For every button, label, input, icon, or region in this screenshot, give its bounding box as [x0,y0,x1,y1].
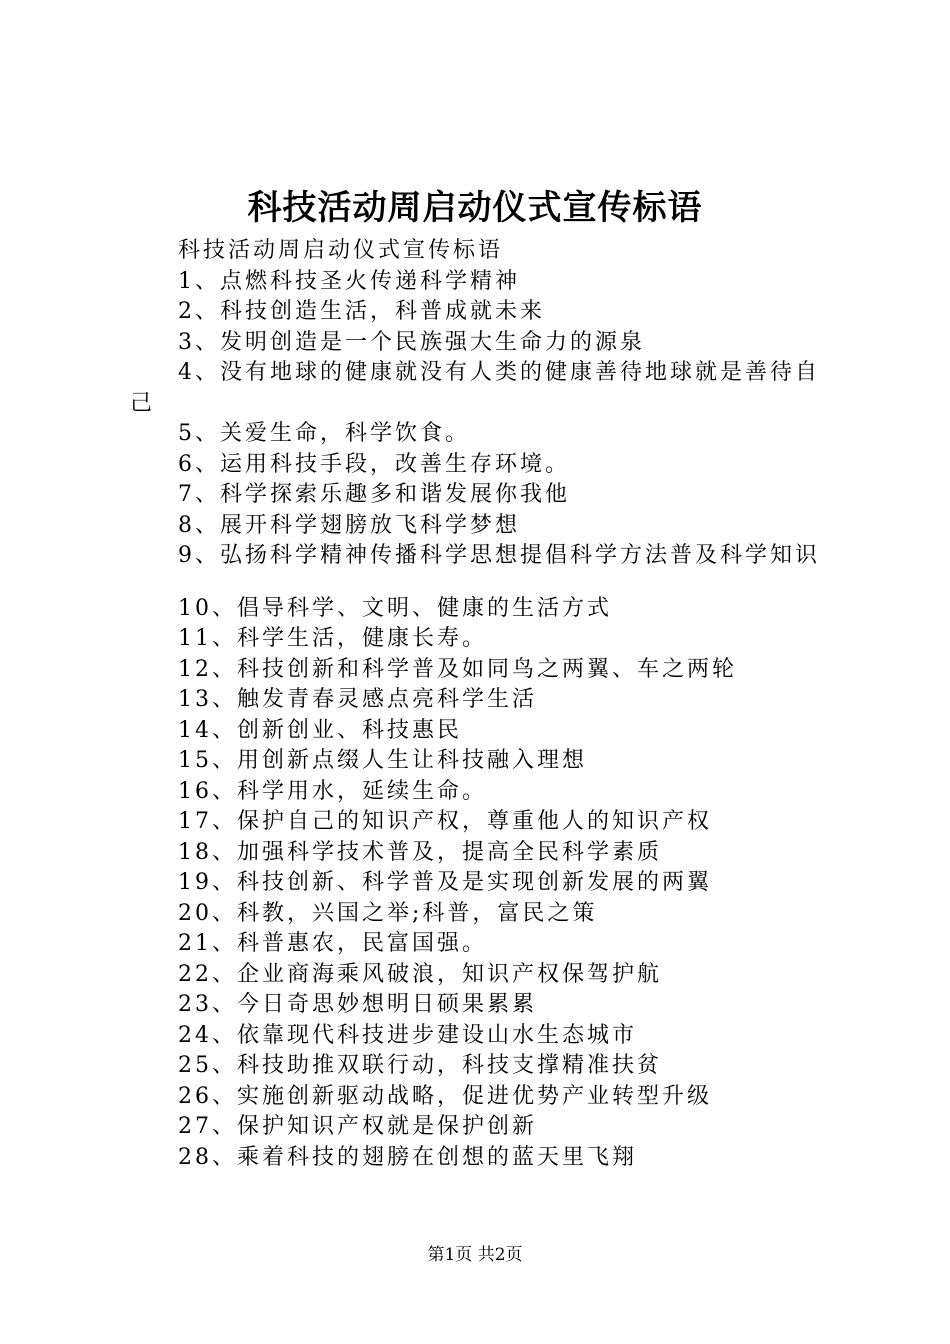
slogan-item: 11、科学生活，健康长寿。 [178,626,487,651]
slogan-item: 26、实施创新驱动战略，促进优势产业转型升级 [178,1083,712,1109]
slogan-item: 24、依靠现代科技进步建设山水生态城市 [178,1022,637,1048]
slogan-item: 23、今日奇思妙想明日硕果累累 [178,992,537,1017]
slogan-item: 9、弘扬科学精神传播科学思想提倡科学方法普及科学知识 [178,543,820,568]
slogan-item: 19、科技创新、科学普及是实现创新发展的两翼 [178,870,712,895]
page-number-footer: 第1页 共2页 [427,1245,523,1265]
slogan-item: 20、科教，兴国之举;科普，富民之策 [178,900,598,926]
slogan-item: 2、科技创造生活，科普成就未来 [178,299,545,324]
slogan-item: 1、点燃科技圣火传递科学精神 [178,268,520,294]
slogan-item: 25、科技助推双联行动，科技支撑精准扶贫 [178,1053,662,1078]
slogan-item: 15、用创新点缀人生让科技融入理想 [178,748,587,773]
slogan-item: 5、关爱生命，科学饮食。 [178,421,470,446]
slogan-item: 8、展开科学翅膀放飞科学梦想 [178,512,520,538]
slogan-item: 21、科普惠农，民富国强。 [178,931,487,956]
slogan-item: 10、倡导科学、文明、健康的生活方式 [178,595,612,621]
slogan-item: 14、创新创业、科技惠民 [178,717,462,743]
slogan-item: 13、触发青春灵感点亮科学生活 [178,687,537,712]
slogan-item: 16、科学用水，延续生命。 [178,778,487,804]
document-subtitle: 科技活动周启动仪式宣传标语 [178,238,504,263]
slogan-item: 12、科技创新和科学普及如同鸟之两翼、车之两轮 [178,656,737,682]
slogan-item: 4、没有地球的健康就没有人类的健康善待地球就是善待自己 [130,360,820,416]
slogan-item: 28、乘着科技的翅膀在创想的蓝天里飞翔 [178,1144,637,1170]
slogan-item: 17、保护自己的知识产权，尊重他人的知识产权 [178,809,712,834]
slogan-item: 7、科学探索乐趣多和谐发展你我他 [178,482,570,507]
document-body [130,236,830,1173]
slogan-item: 22、企业商海乘风破浪，知识产权保驾护航 [178,961,662,987]
slogan-item: 3、发明创造是一个民族强大生命力的源泉 [178,329,645,355]
document-title: 科技活动周启动仪式宣传标语 [247,188,703,228]
slogan-item: 6、运用科技手段，改善生存环境。 [178,451,570,477]
slogan-item: 18、加强科学技术普及，提高全民科学素质 [178,839,662,865]
slogan-item: 27、保护知识产权就是保护创新 [178,1114,537,1139]
